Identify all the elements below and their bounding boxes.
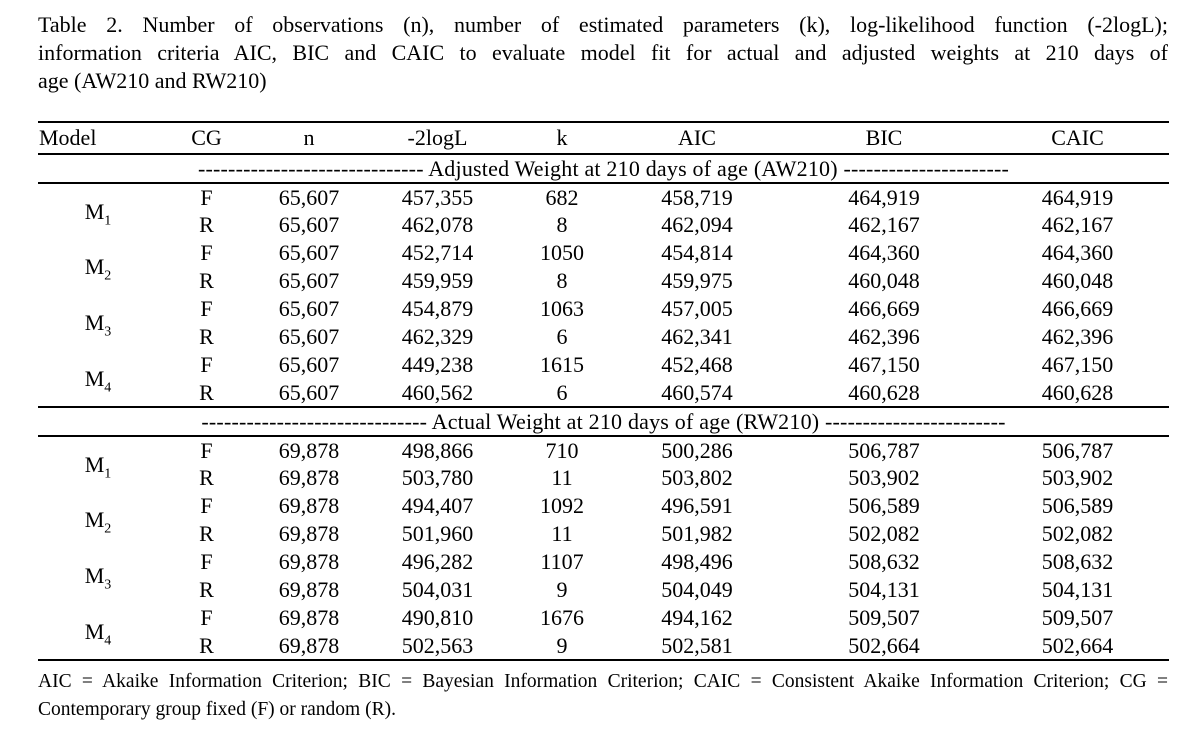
- cell-aic: 503,802: [661, 465, 733, 490]
- section-title: ------------------------------ Adjusted Weight at 210 days of age (AW210) ----------------------: [38, 154, 1169, 183]
- cell-bic: 506,787: [848, 437, 920, 463]
- model-label-m3: $M_3$: [84, 563, 112, 593]
- cell-k: 1092: [540, 493, 584, 518]
- table-row: [38, 436, 1169, 464]
- column-header-aic: AIC: [612, 122, 782, 154]
- table-row: [38, 211, 1169, 239]
- cell-n: 69,878: [278, 437, 340, 463]
- table-caption: [38, 11, 1168, 95]
- cell-neg2logl: 494,407: [401, 493, 474, 518]
- cell-cg: R: [199, 212, 214, 237]
- cell-aic: 458,719: [661, 184, 733, 210]
- section-title: ------------------------------ Actual Weight at 210 days of age (RW210) ------------------------: [38, 407, 1169, 436]
- cell-cg: F: [200, 352, 213, 377]
- cell-neg2logl: 452,714: [401, 240, 474, 265]
- cell-cg: F: [200, 437, 213, 463]
- cell-k: 9: [556, 632, 568, 658]
- model-label-m2: $M_2$: [84, 254, 112, 284]
- cell-caic: 504,131: [1041, 577, 1114, 602]
- column-header-neg2logl: -2logL: [363, 122, 512, 154]
- cell-cg: F: [200, 240, 213, 265]
- cell-bic: 466,669: [848, 296, 920, 321]
- table-row: [38, 548, 1169, 576]
- cell-n: 69,878: [278, 465, 340, 490]
- cell-caic: 466,669: [1041, 296, 1114, 321]
- model-label-m1: $M_1$: [84, 451, 112, 481]
- cell-neg2logl: 504,031: [401, 577, 474, 602]
- cell-aic: 452,468: [661, 352, 733, 377]
- section-header-aw210: [38, 154, 1169, 183]
- cell-neg2logl: 457,355: [401, 184, 474, 210]
- cell-cg: R: [199, 324, 214, 349]
- model-label-m3: $M_3$: [84, 310, 112, 340]
- model-fit-table: [38, 121, 1169, 661]
- cell-k: 1107: [540, 549, 584, 574]
- cell-aic: 498,496: [661, 549, 733, 574]
- cell-aic: 462,341: [661, 324, 733, 349]
- cell-caic: 508,632: [1041, 549, 1114, 574]
- cell-n: 69,878: [278, 577, 340, 602]
- cell-k: 1050: [540, 240, 584, 265]
- cell-bic: 504,131: [848, 577, 920, 602]
- cell-neg2logl: 490,810: [401, 605, 474, 630]
- table-row: [38, 492, 1169, 520]
- cell-bic: 462,167: [848, 212, 920, 237]
- cell-cg: R: [199, 632, 214, 658]
- cell-aic: 502,581: [661, 632, 733, 658]
- cell-caic: 462,167: [1041, 212, 1114, 237]
- cell-k: 710: [545, 437, 579, 463]
- cell-cg: F: [200, 549, 213, 574]
- cell-caic: 506,787: [1041, 437, 1114, 463]
- cell-neg2logl: 503,780: [401, 465, 474, 490]
- cell-bic: 503,902: [848, 465, 920, 490]
- cell-caic: 464,919: [1041, 184, 1114, 210]
- cell-k: 8: [556, 212, 568, 237]
- cell-caic: 502,082: [1041, 521, 1114, 546]
- cell-n: 65,607: [278, 268, 340, 293]
- cell-n: 69,878: [278, 549, 340, 574]
- cell-aic: 494,162: [661, 605, 733, 630]
- cell-n: 65,607: [278, 184, 340, 210]
- cell-neg2logl: 501,960: [401, 521, 474, 546]
- column-header-model: Model: [38, 122, 158, 154]
- cell-bic: 464,360: [848, 240, 920, 265]
- cell-aic: 454,814: [661, 240, 733, 265]
- cell-neg2logl: 462,078: [401, 212, 474, 237]
- table-row: [38, 379, 1169, 407]
- cell-bic: 502,664: [848, 632, 920, 658]
- cell-neg2logl: 502,563: [401, 632, 474, 658]
- cell-n: 65,607: [278, 240, 340, 265]
- cell-n: 69,878: [278, 493, 340, 518]
- cell-caic: 506,589: [1041, 493, 1114, 518]
- section-header-rw210: [38, 407, 1169, 436]
- cell-caic: 462,396: [1041, 324, 1114, 349]
- cell-bic: 509,507: [848, 605, 920, 630]
- cell-neg2logl: 449,238: [401, 352, 474, 377]
- cell-aic: 457,005: [661, 296, 733, 321]
- cell-cg: R: [199, 379, 214, 405]
- cell-n: 65,607: [278, 296, 340, 321]
- caption-line: information criteria AIC, BIC and CAIC to evaluate model fit for actual and adjusted weights at 210 days of: [38, 40, 1168, 65]
- table-row: [38, 632, 1169, 660]
- column-header-caic: CAIC: [986, 122, 1169, 154]
- cell-n: 65,607: [278, 324, 340, 349]
- cell-aic: 501,982: [661, 521, 733, 546]
- cell-caic: 464,360: [1041, 240, 1114, 265]
- column-header-n: n: [255, 122, 363, 154]
- cell-aic: 459,975: [661, 268, 733, 293]
- column-header-k: k: [512, 122, 612, 154]
- cell-bic: 460,628: [848, 379, 920, 405]
- cell-k: 9: [556, 577, 568, 602]
- caption-line: Table 2. Number of observations (n), number of estimated parameters (k), log-likelihood function (-2logL);: [38, 12, 1168, 37]
- table-row: [38, 267, 1169, 295]
- header-row: [38, 122, 1169, 154]
- caption-line: age (AW210 and RW210): [38, 68, 267, 93]
- cell-n: 69,878: [278, 632, 340, 658]
- model-label-m4: $M_4$: [84, 618, 112, 648]
- column-header-bic: BIC: [782, 122, 986, 154]
- cell-neg2logl: 460,562: [401, 379, 474, 405]
- table-row: [38, 183, 1169, 211]
- cell-cg: F: [200, 493, 213, 518]
- cell-k: 6: [556, 379, 568, 405]
- table-row: [38, 239, 1169, 267]
- table-footnote: [38, 668, 1168, 724]
- cell-n: 65,607: [278, 379, 340, 405]
- footnote-line: AIC = Akaike Information Criterion; BIC = Bayesian Information Criterion; CAIC = Consistent Akaike Information Criterion; CG =: [38, 671, 1168, 692]
- table-row: [38, 520, 1169, 548]
- cell-n: 65,607: [278, 212, 340, 237]
- cell-neg2logl: 459,959: [401, 268, 474, 293]
- cell-aic: 496,591: [661, 493, 733, 518]
- cell-aic: 500,286: [661, 437, 733, 463]
- cell-bic: 508,632: [848, 549, 920, 574]
- cell-neg2logl: 498,866: [401, 437, 474, 463]
- cell-caic: 509,507: [1041, 605, 1114, 630]
- cell-cg: R: [199, 465, 214, 490]
- model-label-m1: $M_1$: [84, 198, 112, 228]
- table-row: [38, 576, 1169, 604]
- cell-bic: 467,150: [848, 352, 920, 377]
- column-header-cg: CG: [158, 122, 255, 154]
- cell-aic: 504,049: [661, 577, 733, 602]
- cell-n: 69,878: [278, 521, 340, 546]
- model-label-m4: $M_4$: [84, 365, 112, 395]
- cell-bic: 460,048: [848, 268, 920, 293]
- cell-caic: 460,048: [1041, 268, 1114, 293]
- cell-caic: 460,628: [1041, 379, 1114, 405]
- cell-n: 69,878: [278, 605, 340, 630]
- cell-caic: 503,902: [1041, 465, 1114, 490]
- table-row: [38, 295, 1169, 323]
- footnote-line: Contemporary group fixed (F) or random (R).: [38, 699, 396, 720]
- cell-k: 1063: [540, 296, 584, 321]
- cell-n: 65,607: [278, 352, 340, 377]
- cell-bic: 462,396: [848, 324, 920, 349]
- cell-bic: 464,919: [848, 184, 920, 210]
- table-row: [38, 351, 1169, 379]
- cell-caic: 467,150: [1041, 352, 1114, 377]
- cell-caic: 502,664: [1041, 632, 1114, 658]
- cell-k: 11: [551, 465, 573, 490]
- cell-cg: F: [200, 296, 213, 321]
- cell-cg: R: [199, 521, 214, 546]
- cell-bic: 502,082: [848, 521, 920, 546]
- cell-bic: 506,589: [848, 493, 920, 518]
- cell-cg: R: [199, 268, 214, 293]
- model-label-m2: $M_2$: [84, 507, 112, 537]
- cell-aic: 460,574: [661, 379, 733, 405]
- cell-cg: F: [200, 184, 213, 210]
- cell-k: 1615: [540, 352, 584, 377]
- table-row: [38, 323, 1169, 351]
- cell-neg2logl: 454,879: [401, 296, 474, 321]
- cell-cg: F: [200, 605, 213, 630]
- cell-k: 682: [545, 184, 579, 210]
- cell-cg: R: [199, 577, 214, 602]
- table-row: [38, 464, 1169, 492]
- cell-neg2logl: 496,282: [401, 549, 474, 574]
- cell-k: 6: [556, 324, 568, 349]
- cell-k: 1676: [540, 605, 584, 630]
- cell-aic: 462,094: [661, 212, 733, 237]
- cell-k: 11: [551, 521, 573, 546]
- cell-k: 8: [556, 268, 568, 293]
- table-row: [38, 604, 1169, 632]
- cell-neg2logl: 462,329: [401, 324, 474, 349]
